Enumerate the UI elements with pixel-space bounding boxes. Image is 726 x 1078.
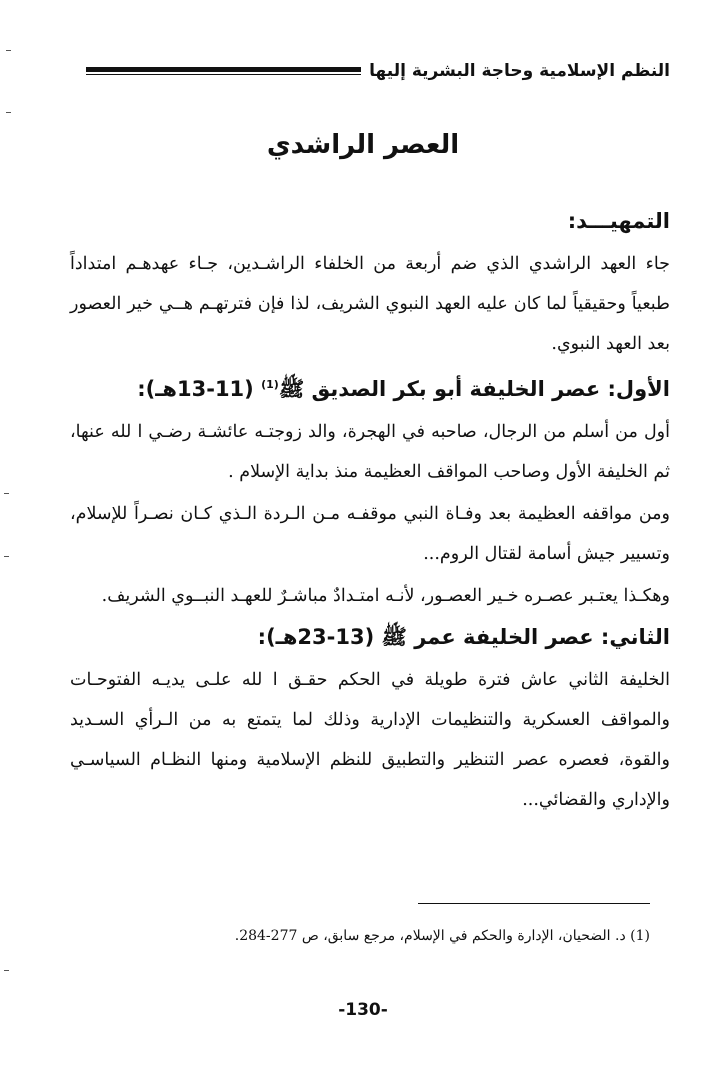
section-heading-abu-bakr bbox=[70, 368, 670, 406]
heading-dates: (13-23هـ): bbox=[257, 625, 375, 649]
heading-dates: (11-13هـ): bbox=[137, 377, 254, 401]
scan-mark bbox=[6, 112, 11, 113]
paragraph: وهكـذا يعتـبر عصـره خـير العصـور، لأنـه امتـدادٌ مباشـرٌ للعهـد النبــوي الشريف. bbox=[101, 586, 670, 606]
section-heading-umar bbox=[70, 620, 670, 654]
scan-mark bbox=[4, 970, 9, 971]
paragraph: الخليفة الثاني عاش فترة طويلة في الحكم حقـق ا لله علـى يديـه الفتوحـات والمواقف العسكرية والتنظيمات الإدارية وذلك لما يتمتع به من الـرأي السـديد والقوة، فعصره عصر التنظير والتطبيق للنظم الإسلامية ومنها النظـام السياسـي والإداري والقضائي... bbox=[70, 670, 670, 810]
page-title: العصر الراشدي bbox=[266, 130, 460, 160]
header-rule-thick bbox=[86, 67, 361, 72]
page-number: -130- bbox=[338, 1000, 388, 1020]
header-rule-thin bbox=[86, 74, 361, 75]
paragraph: جاء العهد الراشدي الذي ضم أربعة من الخلفاء الراشـدين، جـاء عهدهـم امتداداً طبعياً وحقيقياً لما كان عليه العهد النبوي الشريف، لذا فإن فترتهـم هــي خير العصور بعد العهد النبوي. bbox=[70, 254, 670, 354]
scan-mark bbox=[6, 50, 11, 51]
scan-mark bbox=[4, 556, 9, 557]
footnote-divider bbox=[418, 903, 650, 904]
header-rule bbox=[86, 67, 361, 75]
page-body bbox=[70, 200, 670, 820]
section-heading-intro: التمهيـــد: bbox=[567, 209, 670, 233]
running-title: النظم الإسلامية وحاجة البشرية إليها bbox=[369, 61, 670, 81]
paragraph: أول من أسلم من الرجال، صاحبه في الهجرة، والد زوجتـه عائشـة رضـي ا لله عنها، ثم الخليفة الأول وصاحب المواقف العظيمة منذ بداية الإسلام . bbox=[70, 422, 670, 482]
heading-text: الأول: عصر الخليفة أبو بكر الصديق ﷺ bbox=[278, 377, 670, 401]
heading-text: الثاني: عصر الخليفة عمر ﷺ bbox=[381, 625, 670, 649]
footnote: (1) د. الضحيان، الإدارة والحكم في الإسلام، مرجع سابق، ص 277-284. bbox=[234, 928, 650, 944]
footnote-ref[interactable]: (1) bbox=[261, 378, 279, 391]
scan-mark bbox=[4, 493, 9, 494]
paragraph: ومن مواقفه العظيمة بعد وفـاة النبي موقفـه مـن الـردة الـذي كـان نصـراً للإسلام، وتسيير جيش أسامة لقتال الروم... bbox=[70, 504, 670, 564]
running-header bbox=[86, 58, 670, 84]
